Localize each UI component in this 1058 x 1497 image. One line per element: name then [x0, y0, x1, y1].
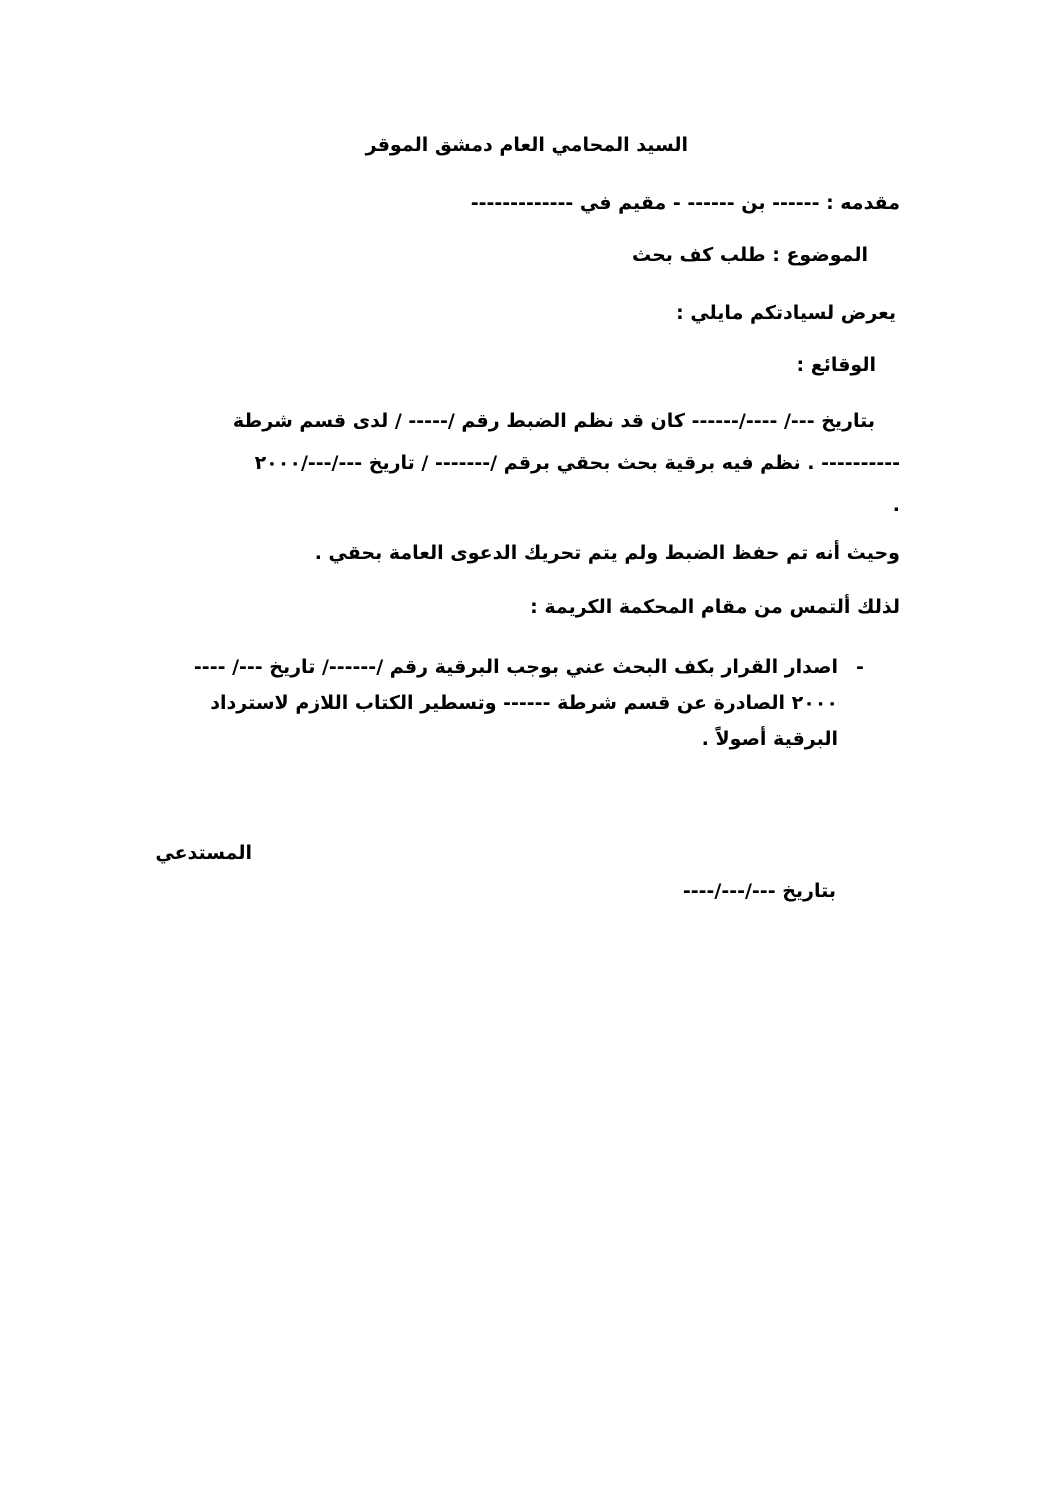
facts-heading: الوقائع :	[796, 354, 876, 376]
facts-line-2: ---------- . نظم فيه برقية بحث بحقي برقم /------- / تاريخ ---/---/٢٠٠٠	[254, 452, 900, 474]
subject-line: الموضوع : طلب كف بحث	[632, 244, 868, 266]
intro-line: يعرض لسيادتكم مايلي :	[676, 302, 896, 324]
signature-label: المستدعي	[155, 842, 252, 864]
request-bullet: -	[856, 656, 864, 678]
date-line: بتاريخ ---/---/----	[682, 880, 836, 902]
request-line-3: البرقية أصولاً .	[701, 728, 838, 750]
request-line-1: اصدار القرار بكف البحث عني بوجب البرقية رقم /------/ تاريخ ---/ ----	[193, 656, 838, 678]
facts-line-1: بتاريخ ---/ ----/------ كان قد نظم الضبط رقم /----- / لدى قسم شرطة	[232, 410, 875, 432]
applicant-line: مقدمه : ------ بن ------ - مقيم في -------------	[470, 192, 900, 214]
facts-line-3: .	[892, 494, 900, 516]
request-line-2: ٢٠٠٠ الصادرة عن قسم شرطة ------ وتسطير الكتاب اللازم لاسترداد	[210, 692, 838, 714]
addressee-line: السيد المحامي العام دمشق الموقر	[365, 134, 688, 156]
whereas-line: وحيث أنه تم حفظ الضبط ولم يتم تحريك الدعوى العامة بحقي .	[314, 542, 900, 564]
request-heading: لذلك ألتمس من مقام المحكمة الكريمة :	[530, 596, 900, 618]
